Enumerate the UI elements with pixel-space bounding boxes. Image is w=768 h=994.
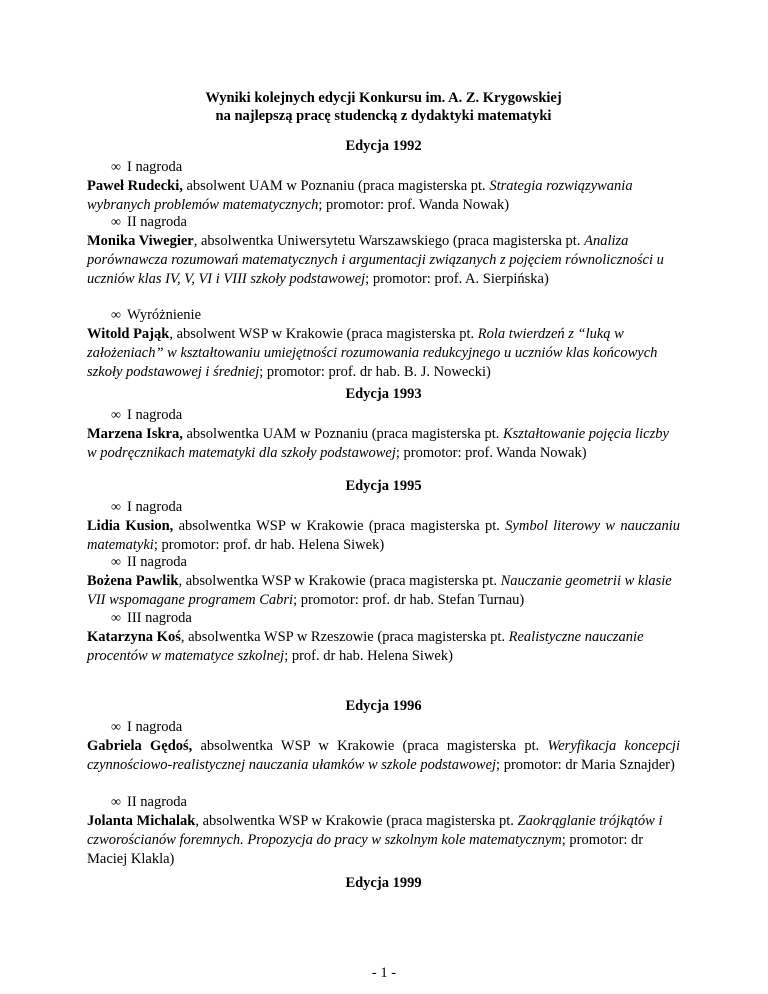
edition-heading: Edycja 1999 bbox=[345, 875, 422, 891]
laureate-name: Lidia Kusion, bbox=[87, 518, 174, 534]
thesis-title: Analiza porównawcza rozumowań matematycznych i argumentacji związanych z pojęciem równoliczności u uczniów klas IV, V, VI i VIII szkoły podstawowej bbox=[87, 233, 664, 287]
award-entry: ∞ I nagroda Lidia Kusion, absolwentka WSP w Krakowie (praca magisterska pt. Symbol literowy w nauczaniu matematyki; promotor: prof. dr hab. Helena Siwek) bbox=[87, 499, 681, 553]
thesis-title: Nauczanie geometrii w klasie VII wspomagane programem Cabri bbox=[87, 573, 672, 608]
thesis-title: Zaokrąglanie trójkątów i czworościanów foremnych. Propozycja do pracy w szkolnym kole matematycznym bbox=[87, 813, 663, 848]
infinity-bullet-icon: ∞ bbox=[111, 160, 121, 175]
laureate-name: Marzena Iskra, bbox=[87, 426, 183, 442]
infinity-bullet-icon: ∞ bbox=[111, 795, 121, 810]
award-entry: ∞ I nagroda Paweł Rudecki, absolwent UAM w Poznaniu (praca magisterska pt. Strategia rozwiązywania wybranych problemów matematycznych; promotor: prof. Wanda Nowak) bbox=[87, 159, 633, 213]
thesis-title: Kształtowanie pojęcia liczby w podręcznikach matematyki dla szkoły podstawowej bbox=[87, 426, 669, 461]
award-entry: ∞ II nagroda Monika Viwegier, absolwentka Uniwersytetu Warszawskiego (praca magisterska pt. Analiza porównawcza rozumowań matematycznych i argumentacji związanych z pojęciem równoliczności u uczniów klas IV, V, VI i VIII szkoły podstawowej; promotor: prof. A. Sierpińska) bbox=[87, 214, 664, 287]
thesis-title: Realistyczne nauczanie procentów w matematyce szkolnej bbox=[87, 629, 644, 664]
edition-heading: Edycja 1996 bbox=[345, 698, 422, 714]
award-entry: ∞ III nagroda Katarzyna Koś, absolwentka WSP w Rzeszowie (praca magisterska pt. Realistyczne nauczanie procentów w matematyce szkolnej; prof. dr hab. Helena Siwek) bbox=[87, 610, 644, 664]
infinity-bullet-icon: ∞ bbox=[111, 555, 121, 570]
thesis-title: Strategia rozwiązywania wybranych problemów matematycznych bbox=[87, 178, 633, 213]
title-line-1: Wyniki kolejnych edycji Konkursu im. A. Z. Krygowskiej bbox=[205, 90, 562, 106]
award-label: Wyróżnienie bbox=[127, 307, 202, 323]
award-label: I nagroda bbox=[127, 159, 183, 175]
award-label: I nagroda bbox=[127, 407, 183, 423]
laureate-name: Gabriela Gędoś, bbox=[87, 738, 193, 754]
award-label: I nagroda bbox=[127, 719, 183, 735]
laureate-name: Paweł Rudecki, bbox=[87, 178, 183, 194]
infinity-bullet-icon: ∞ bbox=[111, 215, 121, 230]
award-label: III nagroda bbox=[127, 610, 192, 626]
award-entry: ∞ I nagroda Gabriela Gędoś, absolwentka WSP w Krakowie (praca magisterska pt. Weryfikacja koncepcji czynnościowo-realistycznej nauczania ułamków w szkole podstawowej; promotor: dr Maria Sznajder) bbox=[87, 719, 680, 773]
laureate-name: Monika Viwegier bbox=[87, 233, 194, 249]
award-label: I nagroda bbox=[127, 499, 183, 515]
laureate-name: Witold Pająk bbox=[87, 326, 170, 342]
infinity-bullet-icon: ∞ bbox=[111, 720, 121, 735]
title-line-2: na najlepszą pracę studencką z dydaktyki matematyki bbox=[215, 108, 552, 124]
award-entry: ∞ I nagroda Marzena Iskra, absolwentka UAM w Poznaniu (praca magisterska pt. Kształtowanie pojęcia liczby w podręcznikach matematyki dla szkoły podstawowej; promotor: prof. Wanda Nowak) bbox=[87, 407, 669, 461]
edition-heading: Edycja 1995 bbox=[345, 478, 422, 494]
award-entry: ∞ II nagroda Jolanta Michalak, absolwentka WSP w Krakowie (praca magisterska pt. Zaokrąglanie trójkątów i czworościanów foremnych. Propozycja do pracy w szkolnym kole matematycznym; promotor: dr Maciej Klakla) bbox=[87, 794, 663, 867]
thesis-title: Weryfikacja koncepcji czynnościowo-realistycznej nauczania ułamków w szkole podstawowej bbox=[87, 738, 680, 773]
infinity-bullet-icon: ∞ bbox=[111, 308, 121, 323]
edition-heading: Edycja 1992 bbox=[345, 138, 422, 154]
thesis-title: Rola twierdzeń z “luką w założeniach” w kształtowaniu umiejętności rozumowania redukcyjnego u uczniów klas końcowych szkoły podstawowej i średniej bbox=[87, 326, 658, 380]
document-title bbox=[87, 89, 680, 125]
infinity-bullet-icon: ∞ bbox=[111, 500, 121, 515]
infinity-bullet-icon: ∞ bbox=[111, 611, 121, 626]
award-label: II nagroda bbox=[127, 214, 187, 230]
award-entry: ∞ II nagroda Bożena Pawlik, absolwentka WSP w Krakowie (praca magisterska pt. Nauczanie geometrii w klasie VII wspomagane programem Cabri; promotor: prof. dr hab. Stefan Turnau) bbox=[87, 554, 672, 608]
laureate-name: Katarzyna Koś bbox=[87, 629, 181, 645]
laureate-name: Bożena Pawlik bbox=[87, 573, 179, 589]
thesis-title: Symbol literowy w nauczaniu matematyki bbox=[87, 518, 681, 553]
award-entry: ∞ Wyróżnienie Witold Pająk, absolwent WSP w Krakowie (praca magisterska pt. Rola twierdzeń z “luką w założeniach” w kształtowaniu umiejętności rozumowania redukcyjnego u uczniów klas końcowych szkoły podstawowej i średniej; promotor: prof. dr hab. B. J. Nowecki) bbox=[87, 307, 658, 380]
edition-heading: Edycja 1993 bbox=[345, 386, 422, 402]
award-label: II nagroda bbox=[127, 794, 187, 810]
page-number: - 1 - bbox=[371, 965, 397, 981]
infinity-bullet-icon: ∞ bbox=[111, 408, 121, 423]
award-label: II nagroda bbox=[127, 554, 187, 570]
laureate-name: Jolanta Michalak bbox=[87, 813, 196, 829]
